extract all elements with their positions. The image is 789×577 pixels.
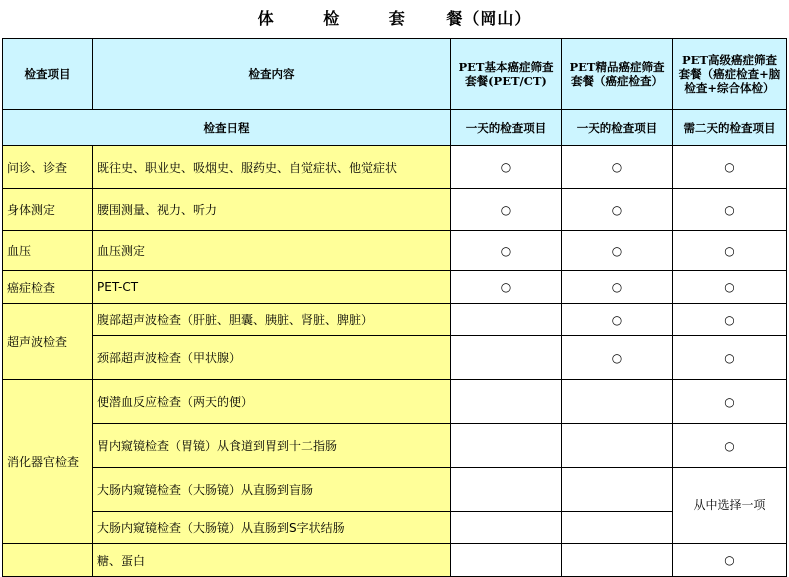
row-content: 腰围测量、视力、听力 bbox=[93, 189, 451, 231]
row-content: 血压测定 bbox=[93, 231, 451, 271]
table-row bbox=[3, 336, 787, 380]
schedule-label: 检查日程 bbox=[3, 110, 451, 146]
circle-mark: ○ bbox=[451, 271, 562, 304]
table-row bbox=[3, 380, 787, 424]
circle-mark: ○ bbox=[673, 231, 787, 271]
circle-mark: ○ bbox=[562, 271, 673, 304]
row-category: 超声波检查 bbox=[3, 304, 93, 380]
circle-mark: ○ bbox=[562, 231, 673, 271]
row-category: 消化器官检查 bbox=[3, 380, 93, 544]
header-pkg-premium: PET精品癌症筛查套餐（癌症检查） bbox=[562, 39, 673, 110]
table-row bbox=[3, 424, 787, 468]
empty-cell bbox=[451, 468, 562, 512]
table-row bbox=[3, 189, 787, 231]
row-category: 问诊、诊查 bbox=[3, 146, 93, 189]
empty-cell bbox=[562, 380, 673, 424]
circle-mark: ○ bbox=[451, 231, 562, 271]
circle-mark: ○ bbox=[673, 146, 787, 189]
schedule-row bbox=[3, 110, 787, 146]
circle-mark: ○ bbox=[673, 189, 787, 231]
row-category bbox=[3, 544, 93, 577]
row-category: 身体测定 bbox=[3, 189, 93, 231]
circle-mark: ○ bbox=[673, 336, 787, 380]
title-char-1: 体 bbox=[257, 9, 274, 28]
schedule-premium: 一天的检查项目 bbox=[562, 110, 673, 146]
circle-mark: ○ bbox=[673, 304, 787, 336]
title-char-4: 餐（岡山） bbox=[446, 9, 532, 28]
choose-one-note: 从中选择一项 bbox=[673, 468, 787, 544]
row-content: 既往史、职业史、吸烟史、服药史、自觉症状、他觉症状 bbox=[93, 146, 451, 189]
row-category: 血压 bbox=[3, 231, 93, 271]
page-title bbox=[0, 6, 789, 28]
header-pkg-basic: PET基本癌症筛查套餐(PET/CT) bbox=[451, 39, 562, 110]
table-row bbox=[3, 146, 787, 189]
empty-cell bbox=[451, 304, 562, 336]
row-category: 癌症检查 bbox=[3, 271, 93, 304]
circle-mark: ○ bbox=[562, 189, 673, 231]
table-row bbox=[3, 231, 787, 271]
table-row bbox=[3, 468, 787, 512]
header-row bbox=[3, 39, 787, 110]
circle-mark: ○ bbox=[673, 271, 787, 304]
row-content: PET-CT bbox=[93, 271, 451, 304]
table-row bbox=[3, 544, 787, 577]
schedule-advanced: 需二天的检查项目 bbox=[673, 110, 787, 146]
title-char-3: 套 bbox=[388, 9, 405, 28]
empty-cell bbox=[562, 468, 673, 512]
row-content: 腹部超声波检查（肝脏、胆囊、胰脏、肾脏、脾脏） bbox=[93, 304, 451, 336]
empty-cell bbox=[562, 544, 673, 577]
row-content: 便潜血反应检查（两天的便） bbox=[93, 380, 451, 424]
table-row bbox=[3, 271, 787, 304]
empty-cell bbox=[451, 336, 562, 380]
row-content: 大肠内窥镜检查（大肠镜）从直肠到盲肠 bbox=[93, 468, 451, 512]
row-content: 糖、蛋白 bbox=[93, 544, 451, 577]
empty-cell bbox=[451, 512, 562, 544]
row-content: 胃内窥镜检查（胃镜）从食道到胃到十二指肠 bbox=[93, 424, 451, 468]
header-pkg-advanced: PET高级癌症筛查套餐（癌症检查+脑检查+综合体检） bbox=[673, 39, 787, 110]
circle-mark: ○ bbox=[673, 424, 787, 468]
header-content: 检查内容 bbox=[93, 39, 451, 110]
title-char-2: 检 bbox=[323, 9, 340, 28]
empty-cell bbox=[451, 424, 562, 468]
circle-mark: ○ bbox=[673, 380, 787, 424]
circle-mark: ○ bbox=[451, 146, 562, 189]
circle-mark: ○ bbox=[451, 189, 562, 231]
checkup-table bbox=[2, 38, 787, 577]
row-content: 大肠内窥镜检查（大肠镜）从直肠到S字状结肠 bbox=[93, 512, 451, 544]
circle-mark: ○ bbox=[562, 336, 673, 380]
empty-cell bbox=[562, 512, 673, 544]
circle-mark: ○ bbox=[562, 146, 673, 189]
circle-mark: ○ bbox=[562, 304, 673, 336]
empty-cell bbox=[562, 424, 673, 468]
header-item: 检查项目 bbox=[3, 39, 93, 110]
schedule-basic: 一天的检查项目 bbox=[451, 110, 562, 146]
row-content: 颈部超声波检查（甲状腺） bbox=[93, 336, 451, 380]
empty-cell bbox=[451, 380, 562, 424]
table-row bbox=[3, 304, 787, 336]
empty-cell bbox=[451, 544, 562, 577]
table-row bbox=[3, 512, 787, 544]
circle-mark: ○ bbox=[673, 544, 787, 577]
